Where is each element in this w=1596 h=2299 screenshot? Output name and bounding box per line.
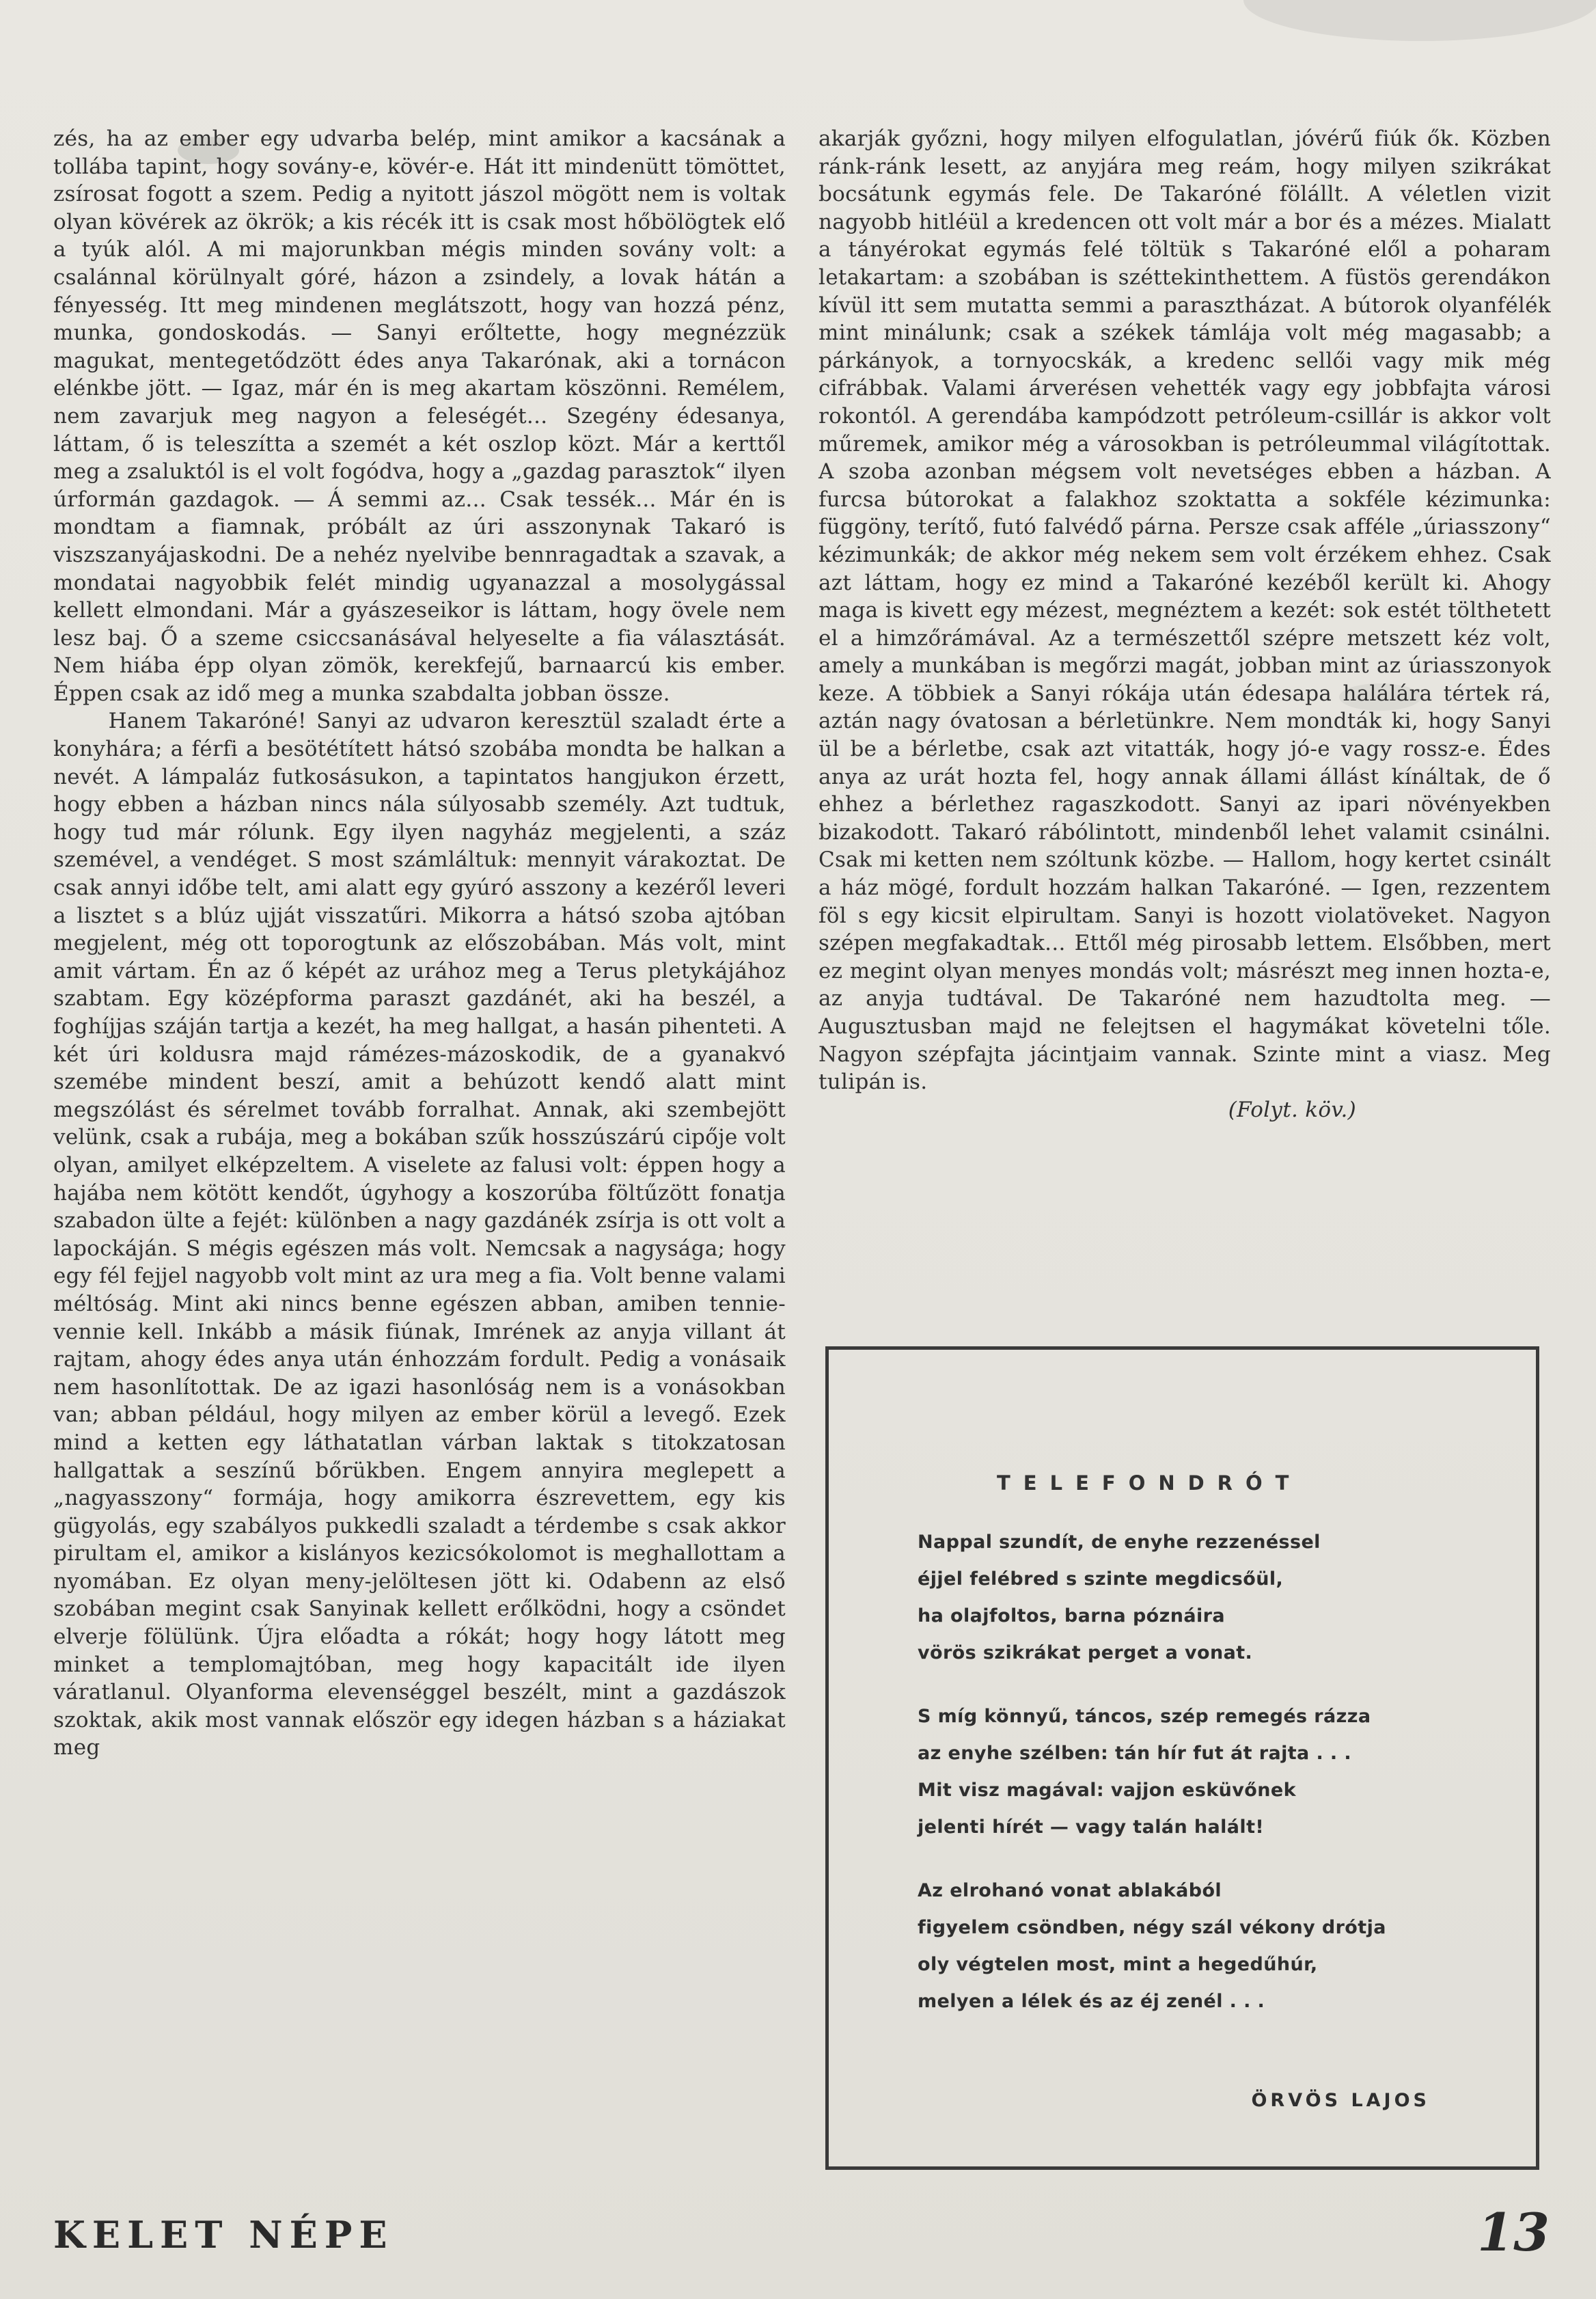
poem-line: Mit visz magával: vajjon esküvőnek	[918, 1780, 1296, 1801]
poem-box	[825, 1346, 1539, 2170]
poem-line: Az elrohanó vonat ablakából	[918, 1880, 1222, 1901]
article-paragraph: zés, ha az ember egy udvarba belép, mint amikor a kacsának a tollába tapint, hogy sovány-e, kövér-e. Hát itt mindenütt tömöttet, zsírosat fogott a szem. Pedig a nyitott jászol mögött nem is voltak olyan kövérek az ökrök; a kis récék itt is csak most hőbölögtek elő a tyúk alól. A mi majorunkban mégis minden sovány volt: a csalánnal körülnyalt góré, házon a zsindely, a lovak hátán a fényesség. Itt meg mindenen meglátszott, hogy van hozzá pénz, munka, gondoskodás. — Sanyi erőltette, hogy megnézzük magukat, mentegetődzött édes anya Takarónak, aki a tornácon elénkbe jött. — Igaz, már én is meg akartam köszönni. Remélem, nem zavarjuk meg nagyon a feleségét... Szegény édesanya, láttam, ő is teleszítta a szemét a két oszlop közt. Már a kerttől meg a zsaluktól is el volt fogódva, hogy a „gazdag parasztok“ ilyen úrformán gazdagok. — Á semmi az... Csak tessék... Már én is mondtam a fiamnak, próbált az úri asszonynak Takaró is viszszanyájaskodni. De a nehéz nyelvibe bennragadtak a szavak, a mondatai nagyobbik felét mindig ugyanazzal a mosolygással kellett elmondani. Már a gyászeseikor is láttam, hogy övele nem lesz baj. Ő a szeme csiccsanásával helyeselte a fia választását. Nem hiába épp olyan zömök, kerekfejű, barnaarcú kis ember. Éppen csak az idő meg a munka szabdalta jobban össze.	[53, 126, 786, 706]
poem-line: S míg könnyű, táncos, szép remegés rázza	[918, 1706, 1371, 1727]
ink-smudge	[1243, 0, 1596, 41]
poem-line: ha olajfoltos, barna póznáira	[918, 1605, 1225, 1627]
poem-author: ÖRVÖS LAJOS	[1251, 2090, 1430, 2111]
article-left-column	[53, 125, 786, 1762]
poem-line: figyelem csöndben, négy szál vékony drótja	[918, 1917, 1386, 1938]
poem-line: oly végtelen most, mint a hegedűhúr,	[918, 1954, 1318, 1975]
poem-title: TELEFONDRÓT	[997, 1471, 1302, 1495]
article-right-column	[818, 125, 1551, 1124]
poem-line: az enyhe szélben: tán hír fut át rajta . . .	[918, 1743, 1352, 1764]
poem-line: jelenti hírét — vagy talán halált!	[918, 1817, 1265, 1838]
poem-stanza	[918, 1524, 1321, 1672]
continued-note: (Folyt. köv.)	[1228, 1097, 1356, 1122]
poem-line: melyen a lélek és az éj zenél . . .	[918, 1991, 1265, 2012]
magazine-title: KELET NÉPE	[53, 2213, 394, 2257]
page-number: 13	[1477, 2202, 1550, 2263]
article-paragraph: Hanem Takaróné! Sanyi az udvaron keresztül szaladt érte a konyhára; a férfi a besötétített hátsó szobába mondta be halkan a nevét. A lámpaláz futkosásukon, a tapintatos hangjukon érzett, hogy ebben a házban nincs nála súlyosabb személy. Azt tudtuk, hogy tud már rólunk. Egy ilyen nagyház megjelenti, a száz szemével, a vendéget. S most számláltuk: mennyit várakoztat. De csak annyi időbe telt, ami alatt egy gyúró asszony a kezéről leveri a lisztet s a blúz ujját visszatűri. Mikorra a hátsó szoba ajtóban megjelent, még ott toporogtunk az előszobában. Más volt, mint amit vártam. Én az ő képét az urához meg a Terus pletykájához szabtam. Egy középforma paraszt gazdánét, aki ha beszél, a foghíjjas száján tartja a kezét, ha meg hallgat, a hasán pihenteti. A két úri koldusra majd rámézes-mázoskodik, de a gyanakvó szemébe mindent beszí, amit a behúzott kendő alatt mint megszólást és sérelmet tovább forralhat. Annak, aki szembejött velünk, csak a rubája, meg a bokában szűk hosszúszárú cipője volt olyan, amilyet elképzeltem. A viselete az falusi volt: éppen hogy a hajába nem kötött kendőt, úgyhogy a koszorúba föltűzött fonatja szabadon ülte a fejét: különben a nagy gazdánék zsírja is ott volt a lapockáján. S mégis egészen más volt. Nemcsak a nagysága; hogy egy fél fejjel nagyobb volt mint az ura meg a fia. Volt benne valami méltóság. Mint aki nincs benne egészen abban, amiben tennie-vennie kell. Inkább a másik fiúnak, Imrének az anyja villant át rajtam, ahogy édes anya után énhozzám fordult. Pedig a vonásaik nem hasonlítottak. De az igazi hasonlóság nem is a vonásokban van; abban például, hogy milyen az ember körül a levegő. Ezek mind a ketten egy láthatatlan várban laktak s titokzatosan hallgattak a seszínű bőrükben. Engem annyira meglepett a „nagyasszony“ formája, hogy amikorra észrevettem, egy kis gügyolás, egy szabályos pukkedli szaladt a térdembe s csak akkor pirultam el, amikor a kislányos kezicsókolomot is meghallottam a nyomában. Ez olyan meny-jelöltesen jött ki. Odabenn az első szobában megint csak Sanyinak kellett erőlködni, hogy a csöndet elverje fölülünk. Újra előadta a rókát; hogy hogy látott meg minket a templomajtóban, meg hogy kapacitált ide ilyen váratlanul. Olyanforma elevenséggel beszélt, mint a gazdászok szoktak, akik most vannak először egy idegen házban s a háziakat meg	[53, 709, 786, 1760]
poem-line: vörös szikrákat perget a vonat.	[918, 1642, 1253, 1663]
poem-line: Nappal szundít, de enyhe rezzenéssel	[918, 1532, 1321, 1553]
article-paragraph: akarják győzni, hogy milyen elfogulatlan, jóvérű fiúk ők. Közben ránk-ránk lesett, az anyjára meg reám, hogy milyen szikrákat bocsátunk egymás fele. De Takaróné fölállt. A véletlen vizit nagyobb hitléül a kredencen ott volt már a bor és a mézes. Mialatt a tányérokat egymás felé töltük s Takaróné elől a poharam letakartam: a szobában is széttekinthettem. A füstös gerendákon kívül itt sem mutatta semmi a parasztházat. A bútorok olyanfélék mint minálunk; csak a székek támlája volt még magasabb; a párkányok, a tornyocskák, a kredenc sellői vagy mik még cifrábbak. Valami árverésen vehették vagy egy jobbfajta városi rokontól. A gerendába kampódzott petróleum-csillár is akkor volt műremek, amikor még a városokban is petróleummal világítottak. A szoba azonban mégsem volt nevetséges ebben a házban. A furcsa bútorokat a falakhoz szoktatta a sokféle kézimunka: függöny, terítő, futó falvédő párna. Persze csak afféle „úriasszony“ kézimunkák; de akkor még nekem sem volt érzékem ehhez. Csak azt láttam, hogy ez mind a Takaróné kezéből került ki. Ahogy maga is kivett egy mézest, megnéztem a kezét: sok estét tölthetett el a himzőrámával. Az a természettől szépre metszett kéz volt, amely a munkában is megőrzi magát, jobban mint az úriasszonyok keze. A többiek a Sanyi rókája után édesapa halálára tértek rá, aztán nagy óvatosan a bérletünkre. Nem mondták ki, hogy Sanyi ül be a bérletbe, csak azt vitatták, hogy jó-e vagy rossz-e. Édes anya az urát hozta fel, hogy annak állami állást kínáltak, de ő ehhez a bérlethez ragaszkodott. Sanyi az ipari növényekben bizakodott. Takaró rábólintott, mindenből lehet valamit csinálni. Csak mi ketten nem szóltunk közbe. — Hallom, hogy kertet csinált a ház mögé, fordult hozzám halkan Takaróné. — Igen, rezzentem föl s egy kicsit elpirultam. Sanyi is hozott violatöveket. Nagyon szépen megfakadtak... Ettől még pirosabb lettem. Elsőbben, mert ez megint olyan menyes mondás volt; másrészt meg innen hozta-e, az anyja tudtával. De Takaróné nem hazudtolta meg. — Augusztusban majd ne felejtsen el hagymákat követelni tőle. Nagyon szépfajta jácintjaim vannak. Szinte mint a viasz. Meg tulipán is.	[818, 126, 1551, 1095]
poem-stanza	[918, 1698, 1371, 1846]
poem-stanza	[918, 1873, 1386, 2020]
poem-line: éjjel felébred s szinte megdicsőül,	[918, 1568, 1284, 1590]
